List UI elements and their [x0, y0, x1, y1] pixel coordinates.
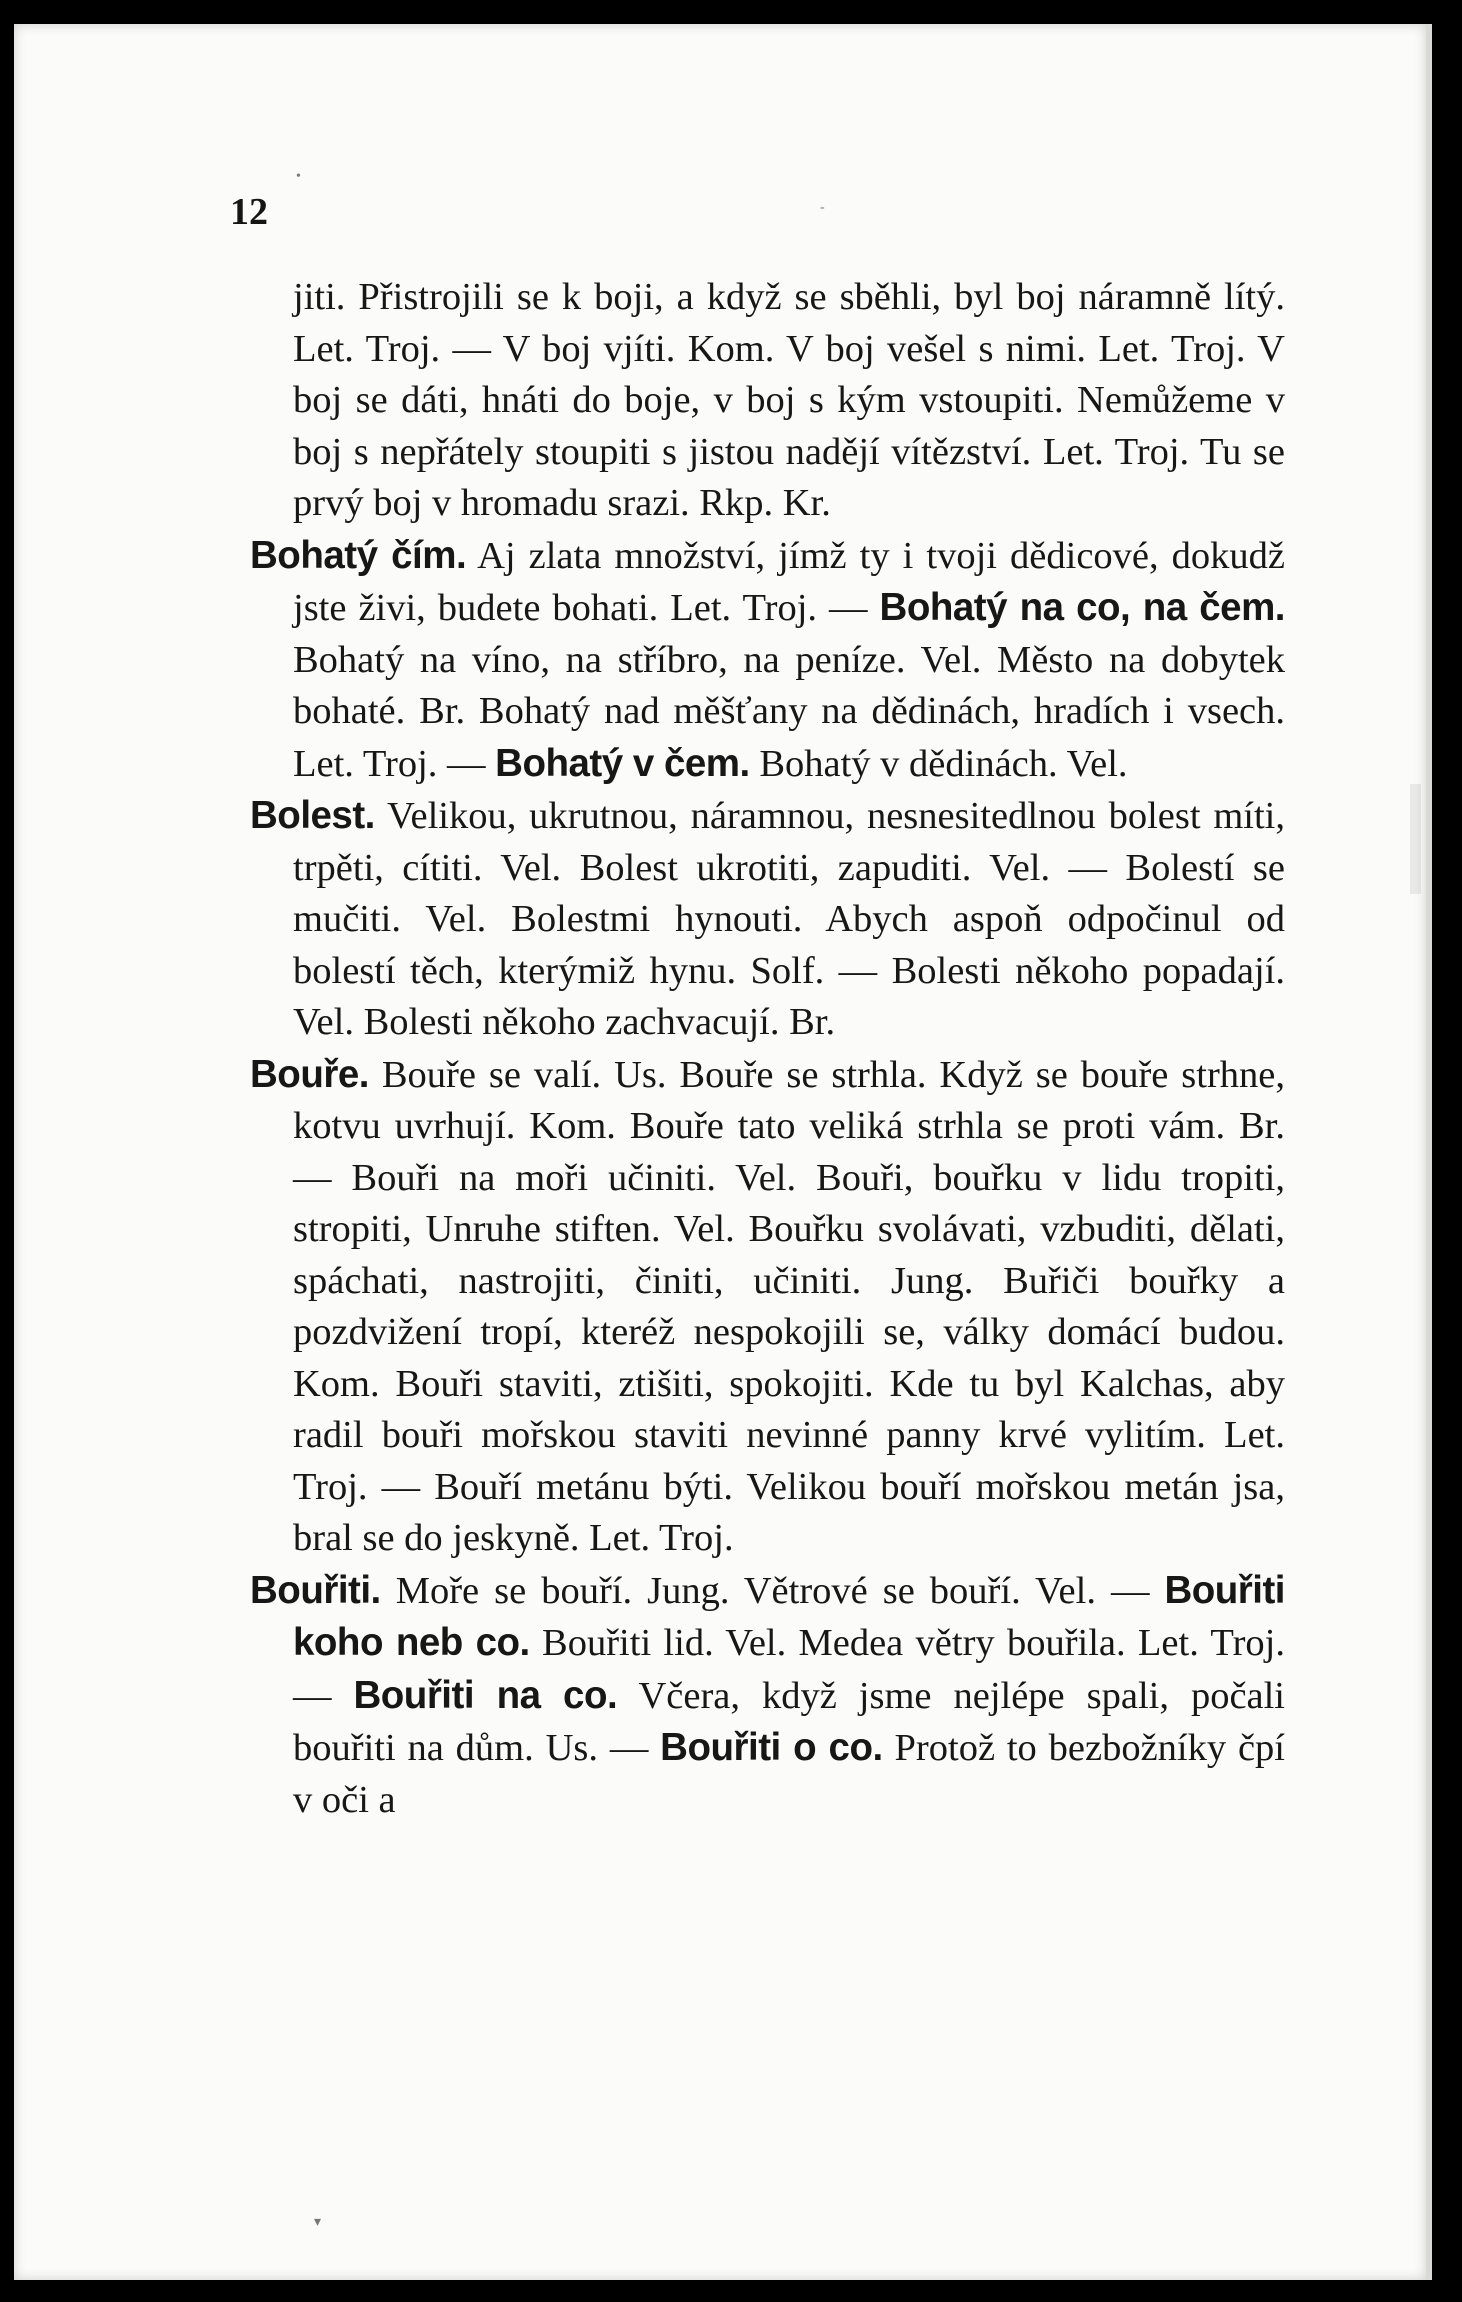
entry-text: Včera, když jsme nejlépe spali, počali bouřiti na dům. Us. —	[293, 1674, 1286, 1769]
entry-text: Bouře se valí. Us. Bouře se strhla. Když se bouře strhne, kotvu uvrhují. Kom. Bouře tato veliká strhla se proti vám. Br. — Bouři na moři učiniti. Vel. Bouři, bouřku v lidu tropiti, stropiti, Unruhe stiften. Vel. Bouřku svolávati, vzbuditi, dělati, spáchati, nastrojiti, činiti, učiniti. Jung. Buřiči bouřky a pozdvižení tropí, kteréž nespokojili se, války domácí budou. Kom. Bouři staviti, ztišiti, spokojiti. Kde tu byl Kalchas, aby radil bouři mořskou staviti nevinné panny krvé vylitím. Let. Troj. — Bouří metánu býti. Velikou bouří mořskou metán jsa, bral se do jeskyně. Let. Troj.	[293, 1053, 1285, 1559]
entry-text: Velikou, ukrutnou, náramnou, nesnesitedlnou bolest míti, trpěti, cítiti. Vel. Bolest ukrotiti, zapuditi. Vel. — Bolestí se mučiti. Vel. Bolestmi hynouti. Abych aspoň odpočinul od bolestí těch, kterýmiž hynu. Solf. — Bolesti někoho popadají. Vel. Bolesti někoho zachvacují. Br.	[293, 795, 1285, 1043]
book-page	[14, 24, 1432, 2280]
entry-boure	[250, 1049, 1285, 1565]
ink-speck: •	[296, 169, 301, 184]
entry-text: Aj zlata množství, jímž ty i tvoji dědicové, dokudž jste živi, budete bohati. Let. Troj. —	[293, 534, 1286, 629]
entry-text: Bohatý na víno, na stříbro, na peníze. Vel. Město na dobytek bohaté. Br. Bohatý nad měšťany na dědinách, hradích i vsech. Let. Troj. —	[293, 638, 1285, 785]
subheading: Bouřiti koho neb co.	[293, 1568, 1285, 1664]
subheading: Bohatý v čem.	[495, 741, 750, 785]
headword: Bohatý čím.	[250, 533, 467, 577]
headword: Bouřiti.	[250, 1568, 381, 1612]
subheading: Bohatý na co, na čem.	[879, 586, 1285, 629]
entry-boj-continuation	[250, 272, 1285, 530]
ink-speck: -	[820, 200, 825, 215]
scan-mark	[1428, 1724, 1432, 1779]
entry-text: Bouřiti lid. Vel. Medea větry bouřila. Let. Troj. —	[293, 1622, 1285, 1717]
entry-text: Protož to bezbožníky čpí v oči a	[293, 1727, 1285, 1821]
entry-bouriti	[250, 1565, 1285, 1827]
entry-text: Moře se bouří. Jung. Větrové se bouří. Vel. —	[380, 1569, 1165, 1612]
subheading: Bouřiti o co.	[660, 1726, 883, 1769]
entry-bolest	[250, 790, 1285, 1049]
entry-bohaty	[250, 530, 1285, 791]
entry-text: jiti. Přistrojili se k boji, a když se sběhli, byl boj náramně lítý. Let. Troj. — V boj vjíti. Kom. V boj vešel s nimi. Let. Troj. V boj se dáti, hnáti do boje, v boj s kým vstoupiti. Nemůžeme v boj s nepřátely stoupiti s jistou nadějí vítězství. Let. Troj. Tu se prvý boj v hromadu srazi. Rkp. Kr.	[293, 276, 1285, 524]
dictionary-text	[250, 272, 1285, 1826]
headword: Bolest.	[250, 794, 375, 837]
subheading: Bouřiti na co.	[353, 1673, 618, 1717]
page-number: 12	[230, 191, 268, 233]
ink-speck: ▾	[314, 2215, 322, 2230]
headword: Bouře.	[250, 1052, 369, 1096]
scan-mark	[1410, 784, 1421, 894]
entry-text: Bohatý v dědinách. Vel.	[749, 742, 1128, 785]
